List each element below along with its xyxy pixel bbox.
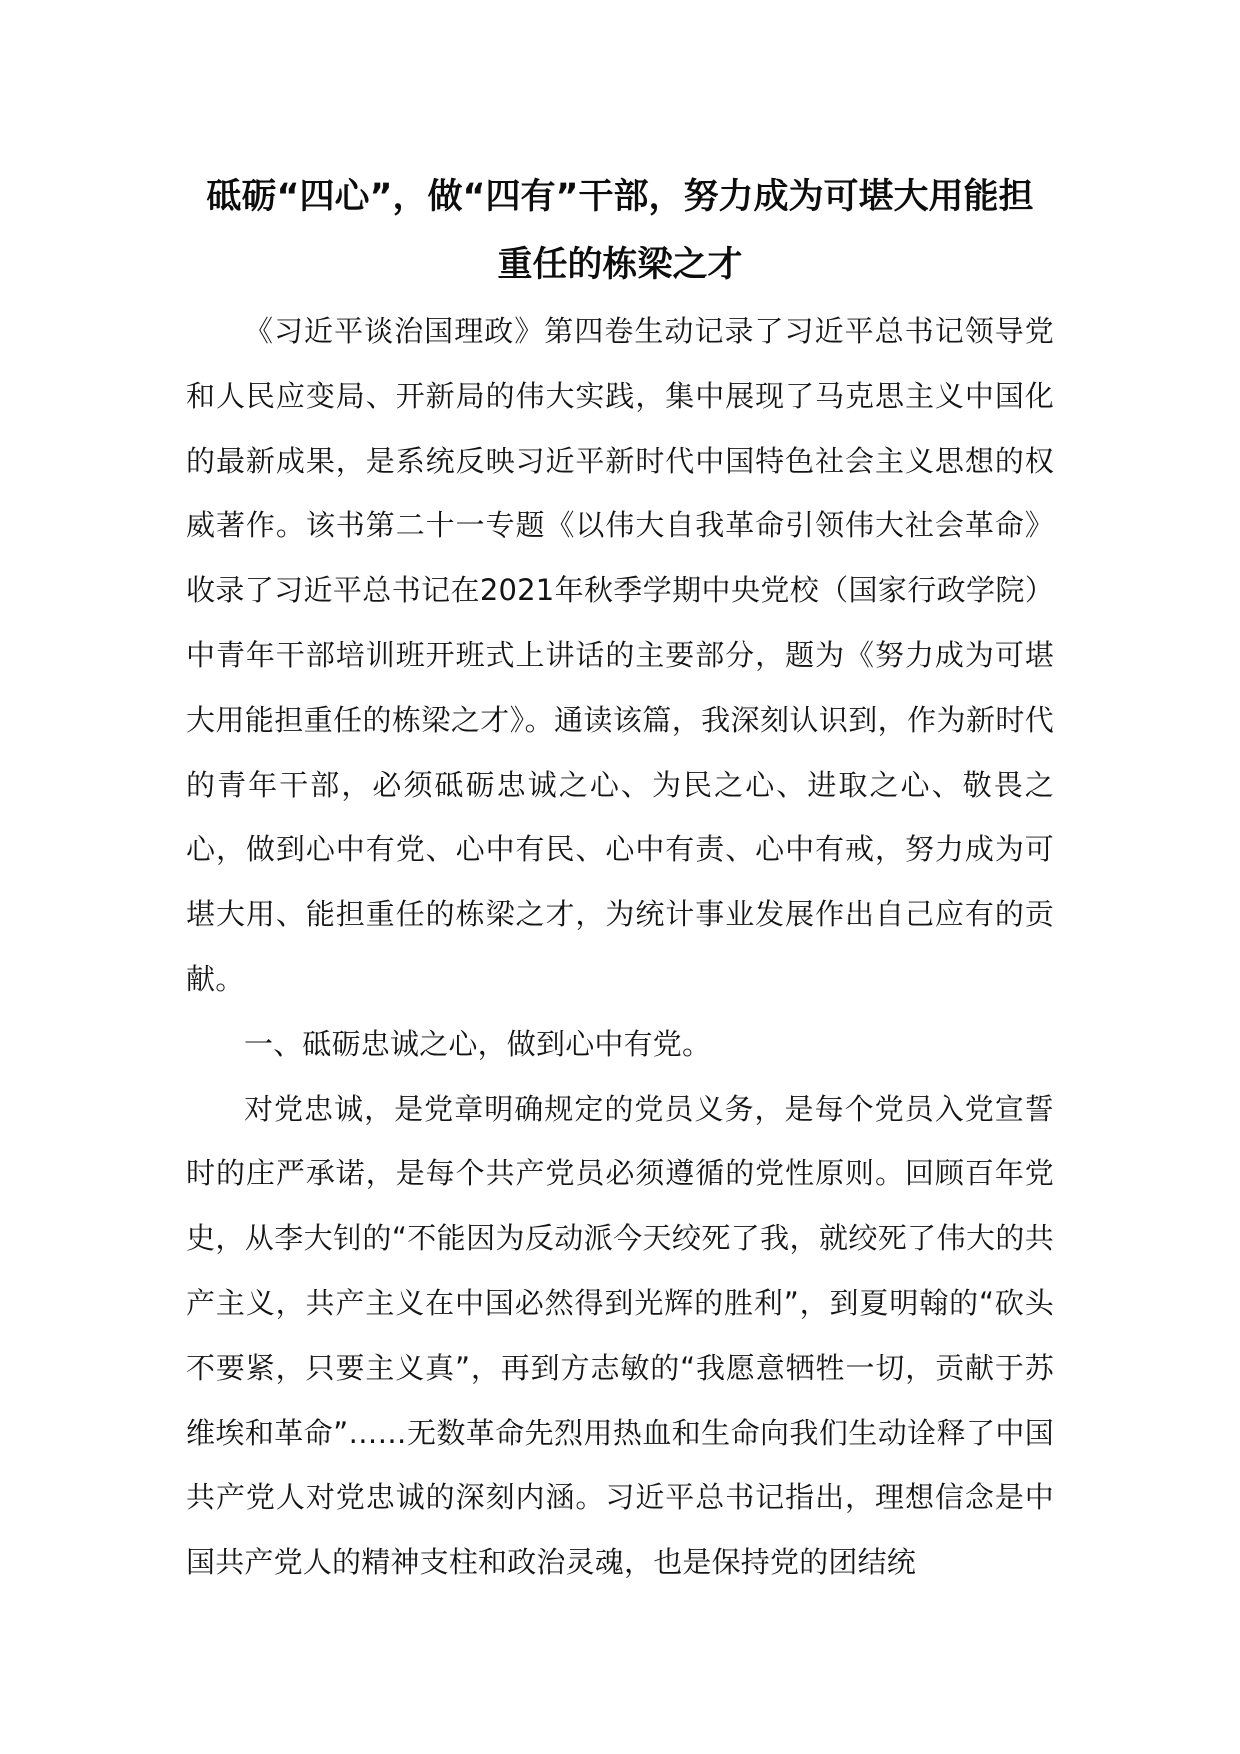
section-heading-1: 一、砥砺忠诚之心，做到心中有党。 bbox=[244, 1026, 712, 1061]
document-body bbox=[186, 299, 1054, 1595]
document-title-line-1: 砥砺“四心”，做“四有”干部，努力成为可堪大用能担 bbox=[206, 177, 1034, 217]
intro-paragraph: 《习近平谈治国理政》第四卷生动记录了习近平总书记领导党和人民应变局、开新局的伟大实践，集中展现了马克思主义中国化的最新成果，是系统反映习近平新时代中国特色社会主义思想的权威著作。该书第二十一专题《以伟大自我革命引领伟大社会革命》收录了习近平总书记在2021年秋季学期中央党校（国家行政学院）中青年干部培训班开班式上讲话的主要部分，题为《努力成为可堪大用能担重任的栋梁之才》。通读该篇，我深刻认识到，作为新时代的青年干部，必须砥砺忠诚之心、为民之心、进取之心、敬畏之心，做到心中有党、心中有民、心中有责、心中有戒，努力成为可堪大用、能担重任的栋梁之才，为统计事业发展作出自己应有的贡献。 bbox=[186, 314, 1054, 996]
document-title-line-2: 重任的栋梁之才 bbox=[497, 245, 743, 285]
body-paragraph: 对党忠诚，是党章明确规定的党员义务，是每个党员入党宣誓时的庄严承诺，是每个共产党员必须遵循的党性原则。回顾百年党史，从李大钊的“不能因为反动派今天绞死了我，就绞死了伟大的共产主义，共产主义在中国必然得到光辉的胜利”，到夏明翰的“砍头不要紧，只要主义真”，再到方志敏的“我愿意牺牲一切，贡献于苏维埃和革命”……无数革命先烈用热血和生命向我们生动诠释了中国共产党人对党忠诚的深刻内涵。习近平总书记指出，理想信念是中国共产党人的精神支柱和政治灵魂，也是保持党的团结统 bbox=[186, 1091, 1054, 1580]
